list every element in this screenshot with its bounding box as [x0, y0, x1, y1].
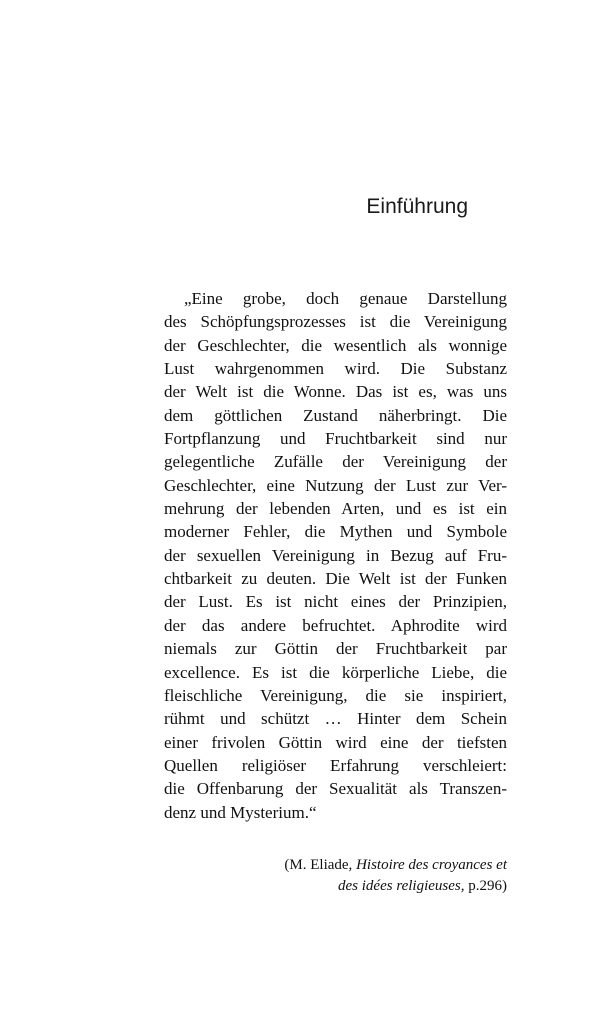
- quote-line: excellence. Es ist die körperliche Liebe, die: [164, 662, 507, 682]
- quote-line: niemals zur Göttin der Fruchtbarkeit par: [164, 639, 507, 659]
- quote-line: der das andere befruchtet. Aphrodite wird: [164, 615, 507, 635]
- quote-line: fleischliche Vereinigung, die sie inspiriert,: [164, 685, 507, 705]
- quote-line: „Eine grobe, doch genaue Darstellung: [184, 289, 507, 308]
- quote-line: der Lust. Es ist nicht eines der Prinzipien,: [164, 592, 507, 612]
- citation-line-1: [200, 855, 507, 876]
- epigraph-quote: [164, 287, 507, 824]
- citation-author: (M. Eliade,: [284, 857, 357, 873]
- quote-line: gelegentliche Zufälle der Vereinigung der: [164, 452, 507, 472]
- quote-line: Geschlechter, eine Nutzung der Lust zur Ver-: [164, 475, 507, 495]
- quote-line: der Geschlechter, die wesentlich als wonnige: [164, 335, 507, 355]
- quote-line: Quellen religiöser Erfahrung verschleiert:: [164, 755, 507, 775]
- quote-line: der sexuellen Vereinigung in Bezug auf Fru-: [164, 545, 507, 565]
- quote-line: der Welt ist die Wonne. Das ist es, was uns: [164, 382, 507, 402]
- quote-line: Lust wahrgenommen wird. Die Substanz: [164, 359, 507, 379]
- quote-line: moderner Fehler, die Mythen und Symbole: [164, 522, 507, 542]
- quote-line: mehrung der lebenden Arten, und es ist ein: [164, 499, 507, 519]
- quote-line: die Offenbarung der Sexualität als Transzen-: [164, 779, 507, 799]
- quote-citation: [200, 855, 507, 897]
- quote-line: des Schöpfungsprozesses ist die Vereinigung: [164, 312, 507, 332]
- citation-page: p.296): [464, 878, 507, 894]
- chapter-title: Einführung: [366, 195, 468, 218]
- quote-line: chtbarkeit zu deuten. Die Welt ist der Funken: [164, 569, 507, 589]
- citation-title-part-2: des idées religieuses,: [338, 878, 465, 894]
- quote-line: rühmt und schützt … Hinter dem Schein: [164, 709, 507, 729]
- citation-title-part-1: Histoire des croyances et: [356, 857, 507, 873]
- quote-line: dem göttlichen Zustand näherbringt. Die: [164, 405, 507, 425]
- quote-line: Fortpflanzung und Fruchtbarkeit sind nur: [164, 429, 507, 449]
- citation-line-2: [200, 876, 507, 897]
- quote-line: denz und Mysterium.“: [164, 802, 317, 822]
- quote-line: einer frivolen Göttin wird eine der tiefsten: [164, 732, 507, 752]
